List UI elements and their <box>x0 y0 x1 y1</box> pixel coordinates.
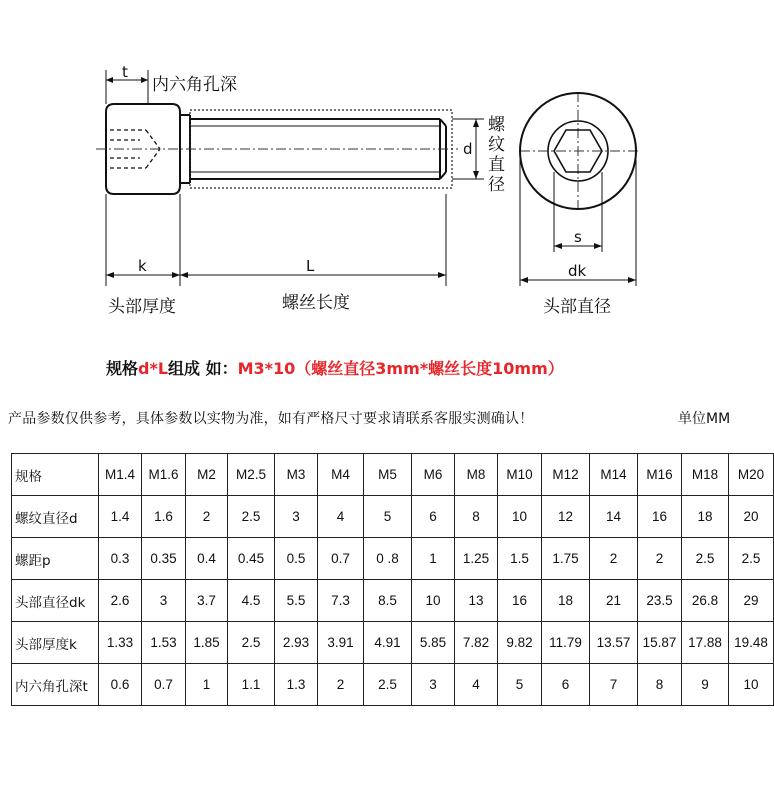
table-cell: 8.5 <box>364 580 412 622</box>
table-cell: M6 <box>412 454 455 496</box>
table-cell: 26.8 <box>682 580 729 622</box>
table-cell: M3 <box>275 454 318 496</box>
table-cell: 16 <box>638 496 682 538</box>
row-label: 螺距p <box>12 538 99 580</box>
table-cell: 1.4 <box>99 496 142 538</box>
d-label: d <box>463 140 473 158</box>
table-cell: 1.33 <box>99 622 142 664</box>
table-cell: 1.5 <box>498 538 542 580</box>
table-cell: 19.48 <box>729 622 774 664</box>
row-label: 头部直径dk <box>12 580 99 622</box>
table-cell: 0.6 <box>99 664 142 706</box>
table-cell: 2.93 <box>275 622 318 664</box>
table-cell: 5 <box>498 664 542 706</box>
table-cell: 2.5 <box>228 622 275 664</box>
table-cell: M20 <box>729 454 774 496</box>
table-cell: 1.1 <box>228 664 275 706</box>
thread-diameter-label: 螺纹直径 <box>488 115 505 195</box>
table-cell: 2.6 <box>99 580 142 622</box>
table-cell: 3.7 <box>186 580 228 622</box>
spec-middle: 组成 如： <box>168 359 238 378</box>
table-cell: 1.85 <box>186 622 228 664</box>
table-cell: M5 <box>364 454 412 496</box>
table-cell: 6 <box>542 664 590 706</box>
table-cell: 10 <box>412 580 455 622</box>
table-cell: 3.91 <box>318 622 364 664</box>
table-row <box>12 622 774 664</box>
table-cell: M18 <box>682 454 729 496</box>
table-cell: 16 <box>498 580 542 622</box>
table-cell: M2.5 <box>228 454 275 496</box>
s-label: s <box>574 228 582 246</box>
L-label: L <box>306 257 315 275</box>
table-cell: 0.7 <box>142 664 186 706</box>
table-cell: M8 <box>455 454 498 496</box>
dk-label: dk <box>568 262 587 280</box>
table-cell: 17.88 <box>682 622 729 664</box>
table-cell: 2 <box>590 538 638 580</box>
table-cell: M14 <box>590 454 638 496</box>
table-cell: 2.5 <box>228 496 275 538</box>
head-thickness-label: 头部厚度 <box>108 297 176 317</box>
table-cell: 0 .8 <box>364 538 412 580</box>
table-cell: 4 <box>455 664 498 706</box>
table-cell: 0.5 <box>275 538 318 580</box>
table-cell: 4.91 <box>364 622 412 664</box>
table-cell: 0.4 <box>186 538 228 580</box>
table-cell: 4 <box>318 496 364 538</box>
table-cell: 20 <box>729 496 774 538</box>
row-label: 规格 <box>12 454 99 496</box>
table-cell: 1 <box>186 664 228 706</box>
table-header-row <box>12 454 774 496</box>
table-cell: 11.79 <box>542 622 590 664</box>
row-label: 内六角孔深t <box>12 664 99 706</box>
table-cell: 1 <box>412 538 455 580</box>
table-cell: 29 <box>729 580 774 622</box>
k-label: k <box>138 257 147 275</box>
table-cell: 2.5 <box>682 538 729 580</box>
table-cell: 2.5 <box>364 664 412 706</box>
table-cell: 10 <box>498 496 542 538</box>
table-cell: 2.5 <box>729 538 774 580</box>
table-cell: 3 <box>142 580 186 622</box>
disclaimer-note: 产品参数仅供参考，具体参数以实物为准，如有严格尺寸要求请联系客服实测确认！ <box>8 411 534 427</box>
table-cell: 13.57 <box>590 622 638 664</box>
table-cell: 8 <box>455 496 498 538</box>
spec-example-value: M3*10（螺丝直径3mm*螺丝长度10mm） <box>237 359 564 378</box>
table-row <box>12 538 774 580</box>
row-label: 头部厚度k <box>12 622 99 664</box>
table-cell: 12 <box>542 496 590 538</box>
table-cell: 5 <box>364 496 412 538</box>
row-label: 螺纹直径d <box>12 496 99 538</box>
table-cell: 1.53 <box>142 622 186 664</box>
table-cell: 10 <box>729 664 774 706</box>
table-cell: 0.3 <box>99 538 142 580</box>
hex-depth-label: 内六角孔深 <box>152 75 237 95</box>
table-cell: 6 <box>412 496 455 538</box>
table-cell: 1.75 <box>542 538 590 580</box>
table-cell: 1.3 <box>275 664 318 706</box>
table-cell: 21 <box>590 580 638 622</box>
table-cell: 9.82 <box>498 622 542 664</box>
table-cell: 18 <box>542 580 590 622</box>
unit-note: 单位MM <box>678 411 731 427</box>
table-cell: M12 <box>542 454 590 496</box>
spec-prefix: 规格 <box>106 359 139 378</box>
table-cell: 7.3 <box>318 580 364 622</box>
table-cell: 5.5 <box>275 580 318 622</box>
thread-length-label: 螺丝长度 <box>282 293 350 313</box>
table-cell: M16 <box>638 454 682 496</box>
table-cell: 4.5 <box>228 580 275 622</box>
table-cell: 9 <box>682 664 729 706</box>
spec-example <box>106 356 564 379</box>
table-cell: M1.6 <box>142 454 186 496</box>
table-cell: 0.35 <box>142 538 186 580</box>
table-cell: 5.85 <box>412 622 455 664</box>
table-cell: 7 <box>590 664 638 706</box>
table-cell: 18 <box>682 496 729 538</box>
table-cell: 13 <box>455 580 498 622</box>
table-cell: 15.87 <box>638 622 682 664</box>
screw-diagram <box>0 0 759 340</box>
table-cell: 1.6 <box>142 496 186 538</box>
table-cell: 1.25 <box>455 538 498 580</box>
table-cell: M4 <box>318 454 364 496</box>
table-cell: 14 <box>590 496 638 538</box>
table-cell: 3 <box>412 664 455 706</box>
table-row <box>12 664 774 706</box>
table-cell: M2 <box>186 454 228 496</box>
table-row <box>12 580 774 622</box>
table-cell: 2 <box>318 664 364 706</box>
table-cell: 3 <box>275 496 318 538</box>
t-label: t <box>122 63 128 81</box>
table-cell: 0.45 <box>228 538 275 580</box>
table-cell: 7.82 <box>455 622 498 664</box>
table-cell: 2 <box>638 538 682 580</box>
table-cell: 23.5 <box>638 580 682 622</box>
spec-formula: d*L <box>138 359 169 378</box>
table-cell: M10 <box>498 454 542 496</box>
table-cell: M1.4 <box>99 454 142 496</box>
spec-table <box>11 453 774 706</box>
table-cell: 0.7 <box>318 538 364 580</box>
head-diameter-label: 头部直径 <box>543 297 611 317</box>
table-row <box>12 496 774 538</box>
table-cell: 8 <box>638 664 682 706</box>
table-cell: 2 <box>186 496 228 538</box>
